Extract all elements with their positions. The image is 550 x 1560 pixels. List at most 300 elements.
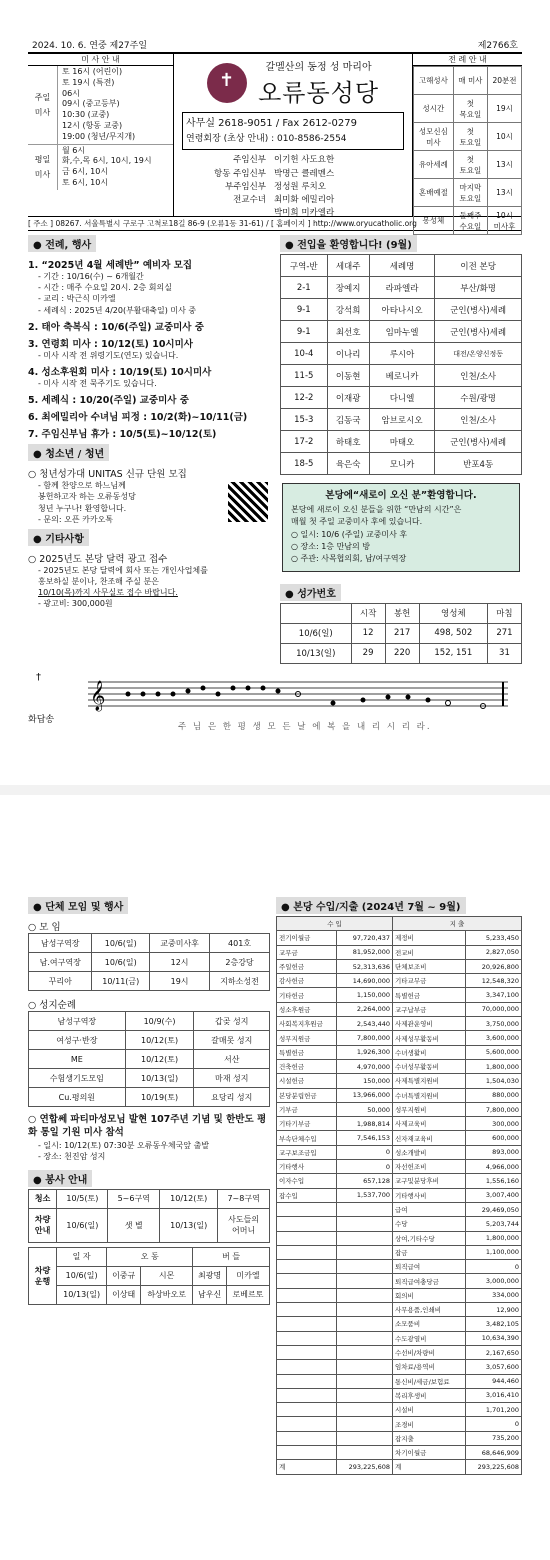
- finance-cell: 880,000: [465, 1088, 521, 1102]
- church-name: 오류동성당: [258, 79, 379, 107]
- table-row: [277, 1174, 522, 1188]
- hymn-table: 시작 봉헌 영성체 마침 10/6(일) 12 217 498, 502 271 10/13(일) 29 220 152, 151 31: [280, 603, 522, 664]
- finance-cell: 이자수입: [277, 1174, 337, 1188]
- table-row: 청소 10/5(토) 5~6구역 10/12(토) 7~8구역: [29, 1189, 270, 1208]
- etc-notice: ○ 2025년도 본당 달력 광고 접수: [28, 553, 168, 565]
- finance-cell: 사제특별지원비: [393, 1074, 466, 1088]
- finance-cell: [336, 1245, 392, 1259]
- finance-cell: 기타헌금: [277, 988, 337, 1002]
- section-welcome-title: ● 전입을 환영합니다! (9월): [280, 235, 417, 252]
- finance-table: 수 입 지 출 전기이월금 97,720,437 제정비 5,233,450 교무금 81,952,000 전교비 2,827,050 주일헌금 52,313,636 단체보조비 20,926,800 감사헌금 14,690,000 기타교무금 12,548,320 기타헌금 1,150,000 특별헌금 3,347,100 성소후원금 2,264,000 교구납부금 70,000,000 사회복지후원금 2,543,440 사제관운영비 3,750,000 성무지원금 7,800,000 사제성무활동비 3,600,000 특별헌금 1,926,300 수녀생활비 5,600,000 건축헌금 4,970,000 수녀성무활동비 1,800,000 시설헌금 150,000 사제특별지원비 1,504,030 본당분립헌금 13,966,000 수녀특별지원비 880,000 기부금 50,000 성무지원비 7,800,000 기타기부금 1,988,814 사제교육비 300,000 부속단체수입 7,546,153 신자재교육비 600,000 교구보조금입 0 성소개발비 893,000 기타행사 0 자선헌조비 4,966,000 이자수입 657,128 교구및분당후비 1,556,160 잡수입 1,537,700 기타행사비 3,007,400 급여 29,469,050 수당 5,203,744 상여,기타수당 1,800,000 잡금 1,100,000 퇴직급여 0 퇴직급여충당금 3,000,000 회의비 334,000 사무용품,인쇄비 12,900 소모품비 3,482,105 수도광열비 10,634,390 수선비/차량비 2,167,650 임차료/용역비 3,057,600 통신비/세금/보험료 944,460 복리후생비 3,016,410 시설비 1,701,200 조경비 0 잡지출 735,200 차기이월금 68,646,909 계 293,225,608 계 293,225,608: [276, 916, 522, 1475]
- section-hymn-title: ● 성가번호: [280, 584, 341, 601]
- newcomer-title: 본당에“새로이 오신 분”환영합니다.: [325, 490, 477, 501]
- finance-cell: 97,720,437: [336, 931, 392, 945]
- finance-cell: [277, 1303, 337, 1317]
- section-service-title: ● 봉사 안내: [28, 1170, 92, 1187]
- mass-time: 토 19시 (특전): [62, 77, 115, 87]
- finance-cell: 2,827,050: [465, 945, 521, 959]
- finance-cell: 본당분립헌금: [277, 1088, 337, 1102]
- rites-table: [413, 66, 522, 235]
- finance-cell: 2,543,440: [336, 1017, 392, 1031]
- liturgy-detail: - 시간 : 매주 수요일 20시. 2층 회의실: [38, 283, 172, 293]
- table-row: [277, 1031, 522, 1045]
- finance-cell: 건축헌금: [277, 1059, 337, 1073]
- finance-cell: 2,264,000: [336, 1002, 392, 1016]
- cross-icon: †: [36, 671, 41, 683]
- finance-cell: 사제교육비: [393, 1117, 466, 1131]
- psalm-lyrics: 주 님 은 한 평 생 모 든 날 에 복 을 내 리 시 리 라.: [178, 721, 432, 732]
- finance-cell: 3,016,410: [465, 1388, 521, 1402]
- finance-cell: 1,701,200: [465, 1403, 521, 1417]
- finance-cell: [277, 1331, 337, 1345]
- finance-cell: 4,970,000: [336, 1059, 392, 1073]
- finance-cell: 기타행사: [277, 1160, 337, 1174]
- staff-role: 전교수녀: [233, 194, 266, 205]
- table-row: [277, 1331, 522, 1345]
- rites-schedule: [412, 54, 522, 231]
- liturgy-detail: - 미사 시작 전 묵주기도 있습니다.: [38, 378, 157, 388]
- finance-cell: 12,548,320: [465, 974, 521, 988]
- finance-cell: 전기이월금: [277, 931, 337, 945]
- finance-cell: [336, 1431, 392, 1445]
- youth-detail: - 함께 찬양으로 하느님께: [38, 481, 126, 491]
- table-row: 남.여구역장 10/6(일) 12시 2층강당: [29, 953, 270, 972]
- rite-when: 매 미사: [453, 67, 487, 95]
- left-column: [28, 231, 280, 664]
- newcomer-line: ○ 일시: 10/6 (주일) 교중미사 후: [291, 529, 408, 539]
- table-row: 여성구·반장 10/12(토) 갈매못 성지: [29, 1031, 270, 1050]
- liturgy-item: 5. 세례식 : 10/20(주일) 교중미사 중: [28, 395, 189, 407]
- finance-total-cell: 계: [393, 1460, 466, 1474]
- weekday-mass-row: [28, 145, 173, 190]
- finance-cell: 81,952,000: [336, 945, 392, 959]
- finance-cell: 944,460: [465, 1374, 521, 1388]
- youth-detail: 청년 누구나! 환영합니다.: [38, 503, 127, 513]
- finance-cell: 1,988,814: [336, 1117, 392, 1131]
- rite-time: 13시: [487, 179, 521, 207]
- treble-clef-icon: 𝄞: [90, 680, 106, 711]
- staff-list: [204, 154, 412, 220]
- funeral-contact: 연령회장 (초상 안내) : 010-8586-2554: [186, 134, 347, 144]
- finance-cell: 회의비: [393, 1288, 466, 1302]
- finance-cell: 시설비: [393, 1403, 466, 1417]
- finance-cell: 7,546,153: [336, 1131, 392, 1145]
- finance-cell: 0: [336, 1145, 392, 1159]
- finance-cell: 소모품비: [393, 1317, 466, 1331]
- finance-cell: 시설헌금: [277, 1074, 337, 1088]
- finance-cell: 1,100,000: [465, 1245, 521, 1259]
- liturgy-item: 2. 태아 축복식 : 10/6(주일) 교중미사 중: [28, 321, 204, 333]
- finance-cell: 특별헌금: [277, 1045, 337, 1059]
- finance-cell: 잡수입: [277, 1188, 337, 1202]
- finance-cell: 1,150,000: [336, 988, 392, 1002]
- rite-when: 둘째주 수요일: [453, 207, 487, 235]
- finance-cell: 1,537,700: [336, 1188, 392, 1202]
- newcomer-line: ○ 장소: 1층 만남의 방: [291, 541, 371, 551]
- rite-time: 20분전: [487, 67, 521, 95]
- sheet-divider: [0, 785, 550, 795]
- finance-cell: 1,800,000: [465, 1231, 521, 1245]
- finance-cell: [336, 1202, 392, 1216]
- finance-cell: [277, 1317, 337, 1331]
- finance-cell: [277, 1431, 337, 1445]
- finance-cell: [336, 1317, 392, 1331]
- rites-title: 전 례 안 내: [413, 54, 522, 66]
- finance-cell: 수선비/차량비: [393, 1345, 466, 1359]
- finance-cell: 교무금: [277, 945, 337, 959]
- bulletin-date: 2024. 10. 6. 연중 제27주일: [32, 41, 148, 51]
- table-row: 남성구역장 10/9(수) 갑곶 성지: [29, 1012, 270, 1031]
- section-groups-title: ● 단체 모임 및 행사: [28, 897, 128, 914]
- table-row: 2-1 장예지 라파엘라 부산/화명: [281, 277, 522, 299]
- table-row: 10/13(일) 29 220 152, 151 31: [281, 643, 522, 663]
- finance-cell: [277, 1260, 337, 1274]
- table-row: 남성구역장 10/6(일) 교중미사후 401호: [29, 934, 270, 953]
- finance-cell: 교구납부금: [393, 1002, 466, 1016]
- table-row: 10/13(일) 이상태 하상바오로 남우신 로베르토: [29, 1285, 270, 1304]
- church-info: [174, 54, 412, 219]
- table-row: [277, 1374, 522, 1388]
- bulletin-page-front: [28, 38, 522, 763]
- finance-cell: 자선헌조비: [393, 1160, 466, 1174]
- mass-schedule-title: 미 사 안 내: [28, 54, 173, 66]
- table-row: 10-4 이나리 루시아 대전/온양신정동: [281, 343, 522, 365]
- mass-time: 19:00 (청년/무지개): [62, 131, 136, 141]
- weekday-mass-label: 평일 미사: [28, 145, 58, 190]
- finance-cell: 1,556,160: [465, 1174, 521, 1188]
- finance-cell: 12,900: [465, 1303, 521, 1317]
- finance-cell: 수녀특별지원비: [393, 1088, 466, 1102]
- rite-when: 첫 토요일: [453, 123, 487, 151]
- event-detail: - 일시: 10/12(토) 07:30분 오류동우체국앞 출발: [38, 1140, 210, 1150]
- finance-cell: [277, 1231, 337, 1245]
- newcomer-notice: [282, 483, 520, 572]
- liturgy-item: 4. 성소후원회 미사 : 10/19(토) 10시미사: [28, 366, 212, 378]
- driving-table: 차량 운행 일 자 오 동 버 들 10/6(일) 이중규 시몬 최광명 미카엘 10/13(일) 이상태 하상바오로 남우신 로베르토: [28, 1247, 270, 1305]
- liturgy-item: 3. 연령회 미사 : 10/12(토) 10시미사: [28, 338, 193, 350]
- finance-cell: 7,800,000: [465, 1102, 521, 1116]
- finance-cell: 2,167,650: [465, 1345, 521, 1359]
- finance-cell: 3,007,400: [465, 1188, 521, 1202]
- liturgy-item: 1. “2025년 4월 세례반” 예비자 모집: [28, 260, 193, 271]
- office-phone: 사무실 2618-9051 / Fax 2612-0279: [186, 118, 357, 129]
- finance-cell: 성소후원금: [277, 1002, 337, 1016]
- finance-cell: 893,000: [465, 1145, 521, 1159]
- music-staff: [88, 674, 508, 714]
- finance-total-row: [277, 1460, 522, 1474]
- liturgy-list: [28, 257, 274, 440]
- finance-cell: 300,000: [465, 1117, 521, 1131]
- table-row: [277, 945, 522, 959]
- mass-time: 토 6시, 10시: [62, 177, 109, 187]
- table-row: [277, 1217, 522, 1231]
- table-row: 10/6(일) 12 217 498, 502 271: [281, 623, 522, 643]
- finance-cell: 50,000: [336, 1102, 392, 1116]
- contact-box: [182, 112, 404, 150]
- etc-detail: 홍보하실 분이나, 찬조해 주실 분은: [38, 577, 159, 587]
- table-row: [277, 1260, 522, 1274]
- rite-name: 성시간: [414, 95, 454, 123]
- section-etc-title: ● 기타사항: [28, 529, 89, 546]
- mass-time: 화,수,목 6시, 10시, 19시: [62, 156, 152, 166]
- col-header: 구역-반: [281, 255, 328, 277]
- mass-time: 10:30 (교중): [62, 110, 110, 120]
- staff-name: 박명근 클레멘스: [274, 168, 335, 179]
- finance-cell: [277, 1288, 337, 1302]
- finance-cell: 3,750,000: [465, 1017, 521, 1031]
- staff-name: 정성원 루치오: [274, 181, 326, 192]
- table-row: [277, 1017, 522, 1031]
- finance-cell: 임차료/용역비: [393, 1360, 466, 1374]
- table-row: 15-3 김동국 암브로시오 인천/소사: [281, 409, 522, 431]
- finance-cell: [336, 1374, 392, 1388]
- finance-cell: 잡지출: [393, 1431, 466, 1445]
- table-row: [277, 1231, 522, 1245]
- psalm-label: 화답송: [28, 714, 55, 725]
- qr-code-icon: [228, 482, 268, 522]
- table-row: 10/6(일) 이중규 시몬 최광명 미카엘: [29, 1266, 270, 1285]
- table-row: [277, 1074, 522, 1088]
- rite-when: 첫 목요일: [453, 95, 487, 123]
- finance-cell: 전교비: [393, 945, 466, 959]
- rite-name: 봉성체: [414, 207, 454, 235]
- bulletin-page-back: [28, 893, 522, 1533]
- table-row: [277, 1202, 522, 1216]
- table-row: [277, 1002, 522, 1016]
- meetings-table: [28, 933, 270, 991]
- table-row: [277, 1188, 522, 1202]
- table-row: 꾸리아 10/11(금) 19시 지하소성전: [29, 972, 270, 991]
- table-row: 9-1 강석희 아타나시오 군인(병사)세례: [281, 299, 522, 321]
- finance-cell: 1,926,300: [336, 1045, 392, 1059]
- table-row: Cu.평의원 10/19(토) 요당리 성지: [29, 1088, 270, 1107]
- finance-cell: [336, 1403, 392, 1417]
- table-row: 차량 안내 10/6(일) 샛 별 10/13(일) 사도들의 어머니: [29, 1208, 270, 1242]
- finance-cell: 상여,기타수당: [393, 1231, 466, 1245]
- table-row: [277, 1102, 522, 1116]
- etc-detail: - 2025년도 본당 달력에 회사 또는 개인사업체를: [38, 565, 208, 575]
- youth-detail: 봉헌하고자 하는 오류동성당: [38, 492, 136, 502]
- finance-cell: 사회복지후원금: [277, 1017, 337, 1031]
- table-row: 18-5 육은숙 모니카 반포4동: [281, 453, 522, 475]
- finance-cell: 퇴직급여충당금: [393, 1274, 466, 1288]
- staff-name: 박미희 미카엘라: [274, 208, 335, 219]
- table-row: [277, 1059, 522, 1073]
- finance-cell: 657,128: [336, 1174, 392, 1188]
- finance-cell: 10,634,390: [465, 1331, 521, 1345]
- staff-name: 이기헌 사도요한: [274, 155, 335, 166]
- finance-cell: 단체보조비: [393, 959, 466, 973]
- mass-time: 12시 (항동 교중): [62, 120, 123, 130]
- rite-time: 10시 미사후: [487, 207, 521, 235]
- back-body: [28, 893, 522, 1475]
- finance-cell: [277, 1388, 337, 1402]
- finance-cell: 70,000,000: [465, 1002, 521, 1016]
- table-row: [277, 1288, 522, 1302]
- finance-cell: 조경비: [393, 1417, 466, 1431]
- finance-cell: 0: [465, 1417, 521, 1431]
- table-row: 9-1 최선호 임마누엘 군인(병사)세례: [281, 321, 522, 343]
- finance-cell: 퇴직급여: [393, 1260, 466, 1274]
- finance-cell: 5,600,000: [465, 1045, 521, 1059]
- table-row: [277, 1360, 522, 1374]
- finance-total-cell: 293,225,608: [465, 1460, 521, 1474]
- service-table: [28, 1189, 270, 1243]
- finance-cell: 3,057,600: [465, 1360, 521, 1374]
- rite-name: 성모신심 미사: [414, 123, 454, 151]
- rite-name: 혼배예절: [414, 179, 454, 207]
- finance-cell: [336, 1274, 392, 1288]
- etc-detail: - 광고비: 300,000원: [38, 599, 113, 609]
- table-row: [277, 1145, 522, 1159]
- finance-cell: [336, 1303, 392, 1317]
- address-line: [ 주소 ] 08267. 서울특별시 구로구 고척로18길 86-9 (오류1동 31-61) / [ 홈페이지 ] http://www.oryucatholic.org: [28, 217, 522, 231]
- table-row: [277, 1431, 522, 1445]
- liturgy-detail: - 교리 : 박근식 미카엘: [38, 294, 116, 304]
- finance-cell: 14,690,000: [336, 974, 392, 988]
- finance-cell: 특별헌금: [393, 988, 466, 1002]
- finance-cell: 20,926,800: [465, 959, 521, 973]
- finance-cell: [277, 1345, 337, 1359]
- section-liturgy-title: ● 전례, 행사: [28, 235, 96, 252]
- mass-time: 금 6시, 10시: [62, 167, 109, 177]
- finance-cell: 334,000: [465, 1288, 521, 1302]
- rite-time: 10시: [487, 123, 521, 151]
- weekday-mass-times: [58, 145, 156, 190]
- finance-cell: 급여: [393, 1202, 466, 1216]
- finance-cell: [336, 1388, 392, 1402]
- finance-cell: 기타기부금: [277, 1117, 337, 1131]
- finance-cell: [336, 1217, 392, 1231]
- finance-cell: 29,469,050: [465, 1202, 521, 1216]
- table-row: [277, 1131, 522, 1145]
- table-row: [277, 1088, 522, 1102]
- table-row: [277, 1388, 522, 1402]
- finance-cell: 수당: [393, 1217, 466, 1231]
- finance-cell: [277, 1202, 337, 1216]
- finance-cell: 사제관운영비: [393, 1017, 466, 1031]
- finance-cell: 주일헌금: [277, 959, 337, 973]
- finance-cell: 735,200: [465, 1431, 521, 1445]
- section-finance-title: ● 본당 수입/지출 (2024년 7월 ~ 9월): [276, 897, 466, 914]
- finance-cell: [277, 1217, 337, 1231]
- issue-number: 제2766호: [477, 41, 518, 51]
- event-title: ○ 연합쎄 파티마성모님 발현 107주년 기념 및 한반도 평화 통일 기원 미사 참석: [28, 1114, 267, 1139]
- rite-when: 마지막 토요일: [453, 179, 487, 207]
- finance-cell: [336, 1260, 392, 1274]
- finance-cell: 1,800,000: [465, 1059, 521, 1073]
- etc-detail: 10/10(목)까지 사무실로 접수 바랍니다.: [38, 588, 178, 598]
- finance-cell: [277, 1403, 337, 1417]
- finance-cell: [277, 1445, 337, 1459]
- liturgy-detail: - 기간 : 10/16(수) ~ 6개월간: [38, 272, 144, 281]
- right-column: [280, 231, 522, 664]
- finance-cell: 3,600,000: [465, 1031, 521, 1045]
- newcomer-line: ○ 주관: 사목협의회, 남/여구역장: [291, 554, 407, 564]
- finance-cell: 68,646,909: [465, 1445, 521, 1459]
- table-row: 12-2 이재광 다니엘 수원/광명: [281, 387, 522, 409]
- newcomer-line: 매월 첫 주일 교중미사 후에 있습니다.: [291, 517, 423, 527]
- table-row: [277, 974, 522, 988]
- back-right-column: [276, 893, 522, 1475]
- finance-cell: 성무지원비: [393, 1102, 466, 1116]
- table-row: 17-2 하태호 마태오 군인(병사)세례: [281, 431, 522, 453]
- table-row: [277, 1160, 522, 1174]
- finance-cell: 잡금: [393, 1245, 466, 1259]
- finance-cell: 3,000,000: [465, 1274, 521, 1288]
- finance-cell: 교구및분당후비: [393, 1174, 466, 1188]
- col-header: 세례명: [369, 255, 435, 277]
- staff-name: 최미화 에밀리아: [274, 194, 335, 205]
- rite-name: 고해성사: [414, 67, 454, 95]
- col-header: 이전 본당: [435, 255, 522, 277]
- table-row: [277, 1345, 522, 1359]
- finance-cell: 신자재교육비: [393, 1131, 466, 1145]
- youth-detail: - 문의: 오픈 카카오톡: [38, 514, 114, 524]
- col-header: 세대주: [327, 255, 369, 277]
- front-body: [28, 231, 522, 664]
- finance-cell: 교구보조금입: [277, 1145, 337, 1159]
- finance-cell: 부속단체수입: [277, 1131, 337, 1145]
- finance-cell: 수녀성무활동비: [393, 1059, 466, 1073]
- finance-cell: [336, 1331, 392, 1345]
- staff-role: 주임신부: [233, 155, 266, 166]
- finance-cell: [277, 1374, 337, 1388]
- liturgy-item: 7. 주임신부님 휴가 : 10/5(토)~10/12(토): [28, 429, 217, 441]
- back-left-column: [28, 893, 276, 1475]
- mass-schedule: [28, 54, 174, 216]
- finance-cell: [277, 1360, 337, 1374]
- sunday-mass-times: [58, 66, 139, 144]
- finance-cell: 사제성무활동비: [393, 1031, 466, 1045]
- finance-cell: 복리후생비: [393, 1388, 466, 1402]
- finance-cell: 사무용품,인쇄비: [393, 1303, 466, 1317]
- responsorial-psalm: [28, 670, 522, 740]
- youth-notice: ○ 청년성가대 UNITAS 신규 단원 모집: [28, 469, 187, 481]
- mass-time: 토 16시 (어린이): [62, 67, 123, 76]
- table-row: [277, 1274, 522, 1288]
- newcomer-line: 본당에 새로이 오신 분들을 위한 “만남의 시간”은: [291, 504, 462, 514]
- mass-time: 월 6시: [62, 145, 86, 155]
- finance-cell: 성소개발비: [393, 1145, 466, 1159]
- finance-cell: [336, 1345, 392, 1359]
- table-row: [277, 931, 522, 945]
- pilgrimage-table: [28, 1011, 270, 1107]
- finance-cell: 0: [336, 1160, 392, 1174]
- mass-time: 06시: [62, 88, 80, 98]
- finance-cell: 기타행사비: [393, 1188, 466, 1202]
- finance-cell: [277, 1245, 337, 1259]
- finance-cell: 수도광열비: [393, 1331, 466, 1345]
- staff-role: 부주임신부: [224, 181, 266, 192]
- rite-when: 첫 토요일: [453, 151, 487, 179]
- finance-cell: 차기이월금: [393, 1445, 466, 1459]
- staff-role: 항동 주임신부: [214, 168, 266, 179]
- finance-cell: 1,504,030: [465, 1074, 521, 1088]
- finance-cell: [336, 1417, 392, 1431]
- liturgy-detail: - 미사 시작 전 위령기도(연도) 있습니다.: [38, 350, 179, 360]
- top-bar: [28, 38, 522, 54]
- table-row: 11-5 이동현 베로니카 인천/소사: [281, 365, 522, 387]
- finance-cell: 성무지원금: [277, 1031, 337, 1045]
- rite-time: 13시: [487, 151, 521, 179]
- parish-seal-icon: [207, 63, 247, 103]
- table-row: [277, 1317, 522, 1331]
- church-subtitle: 갈멜산의 동정 성 마리아: [265, 62, 372, 73]
- finance-cell: [336, 1445, 392, 1459]
- table-row: [277, 988, 522, 1002]
- liturgy-item: 6. 최에밀리아 수녀님 피정 : 10/2(화)~10/11(금): [28, 412, 248, 424]
